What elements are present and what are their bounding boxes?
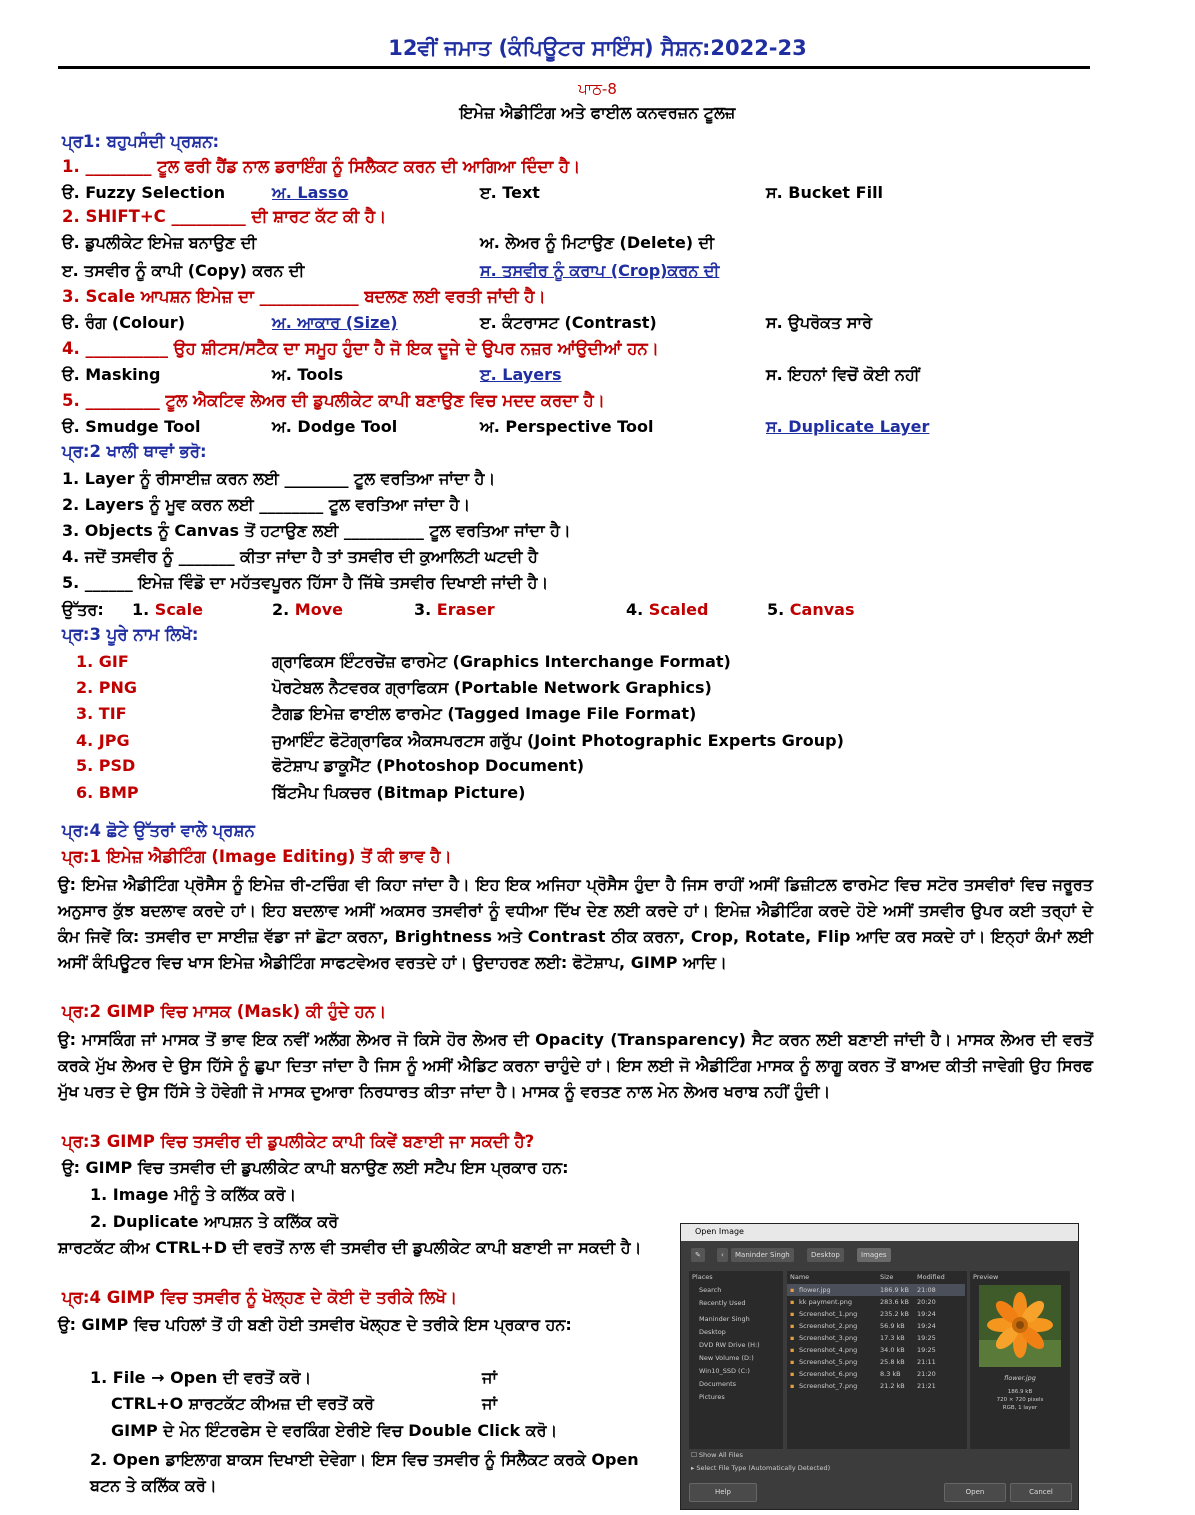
q1-heading: ਪ੍ਰ1: ਬਹੁਪਸੰਦੀ ਪ੍ਰਸ਼ਨ: [62,132,220,151]
mcq-option: ੲ. Text [480,183,540,202]
answer-item: 1. Scale [132,600,203,619]
file-type-expander[interactable]: ▸ Select File Type (Automatically Detected) [691,1464,831,1472]
preview-info: 720 × 720 pixels [996,1397,1044,1403]
full-name: ਟੈਗਡ ਇਮੇਜ਼ ਫਾਈਲ ਫਾਰਮੇਟ (Tagged Image File Format) [272,704,697,723]
dialog-title: Open Image [695,1227,744,1236]
method-item: 1. File → Open ਦੀ ਵਰਤੋਂ ਕਰੋ। [90,1368,312,1387]
short-question: ਪ੍ਰ:3 GIMP ਵਿਚ ਤਸਵੀਰ ਦੀ ਡੁਪਲੀਕੇਟ ਕਾਪੀ ਕਿਵੇਂ ਬਣਾਈ ਜਾ ਸਕਦੀ ਹੈ? [62,1132,535,1151]
help-button[interactable]: Help [689,1483,757,1502]
preview-info: RGB, 1 layer [1002,1405,1038,1411]
file-icon: ▪ [790,1286,795,1294]
preview-info: 186.9 kB [1007,1389,1033,1395]
mcq-option: ਸ. ਇਹਨਾਂ ਵਿਚੋਂ ਕੋਈ ਨਹੀਂ [766,365,920,384]
answer-item: 2. Move [272,600,343,619]
mcq-option: ੲ. ਤਸਵੀਰ ਨੂੰ ਕਾਪੀ (Copy) ਕਰਨ ਦੀ [62,261,305,280]
step-item: 1. Image ਮੀਨੂੰ ਤੇ ਕਲਿੱਕ ਕਰੋ। [90,1185,297,1204]
mcq-question: 3. Scale ਆਪਸ਼ਨ ਇਮੇਜ਼ ਦਾ ____________ ਬਦਲਣ ਲਈ ਵਰਤੀ ਜਾਂਦੀ ਹੈ। [62,287,546,306]
mcq-option: ੳ. Masking [62,365,161,384]
edit-location-icon[interactable]: ✎ [691,1248,705,1262]
flower-preview-image [979,1285,1061,1367]
file-row[interactable]: ▪ Screenshot_4.png 34.0 kB 19:25 [790,1346,936,1354]
file-row[interactable]: ▪ flower.jpg 186.9 kB 21:08 [787,1284,965,1296]
mcq-question: 1. ________ ਟੂਲ ਫਰੀ ਹੈਂਡ ਨਾਲ ਡਰਾਇੰਗ ਨੂੰ ਸਿਲੈਕਟ ਕਰਨ ਦੀ ਆਗਿਆ ਦਿੰਦਾ ਹੈ। [62,157,581,176]
back-arrow-icon[interactable]: ‹ [717,1248,728,1262]
mcq-question: 5. _________ ਟੂਲ ਐਕਟਿਵ ਲੇਅਰ ਦੀ ਡੁਪਲੀਕੇਟ ਕਾਪੀ ਬਣਾਉਣ ਵਿਚ ਮਦਦ ਕਰਦਾ ਹੈ। [62,391,605,410]
mcq-option: ੳ. Smudge Tool [62,417,201,436]
mcq-option: ੳ. Fuzzy Selection [62,183,226,202]
abbreviation: 1. GIF [76,652,129,671]
breadcrumb-item[interactable]: Images [857,1248,891,1262]
dialog-titlebar [681,1224,1078,1241]
mcq-option: ਸ. ਉਪਰੋਕਤ ਸਾਰੇ [766,313,872,332]
short-answer: ਉ: ਮਾਸਕਿੰਗ ਜਾਂ ਮਾਸਕ ਤੋਂ ਭਾਵ ਇਕ ਨਵੀਂ ਅਲੱਗ ਲੇਅਰ ਜੋ ਕਿਸੇ ਹੋਰ ਲੇਅਰ ਦੀ Opacity (Transparency) ਸੈਟ ਕਰਨ ਲਈ ਬਣਾਈ ਜਾਂਦੀ ਹੈ। ਮਾਸਕ ਲੇਅਰ ਦੀ ਵਰਤੋਂ ਕਰਕੇ ਮੁੱਖ ਲੇਅਰ ਦੇ ਉਸ ਹਿੱਸੇ ਨੂੰ ਛੁਪਾ ਦਿਤਾ ਜਾਂਦਾ ਹੈ ਜਿਸ ਨੂੰ ਅਸੀਂ ਐਡਿਟ ਕਰਨਾ ਚਾਹੁੰਦੇ ਹਾਂ। ਇਸ ਲਈ ਜੋ ਐਡੀਟਿੰਗ ਮਾਸਕ ਨੂੰ ਲਾਗੂ ਕਰਨ ਤੋਂ ਬਾਅਦ ਕੀਤੀ ਜਾਵੇਗੀ ਉਹ ਸਿਰਫ ਮੁੱਖ ਪਰਤ ਦੇ ਉਸ ਹਿੱਸੇ ਤੇ ਹੋਵੇਗੀ ਜੋ ਮਾਸਕ ਦੁਆਰਾ ਨਿਰਧਾਰਤ ਕੀਤਾ ਜਾਂਦਾ ਹੈ। ਮਾਸਕ ਨੂੰ ਵਰਤਣ ਨਾਲ ਮੇਨ ਲੇਅਰ ਖਰਾਬ ਨਹੀਂ ਹੁੰਦੀ। [58,1030,1093,1101]
place-item[interactable]: Documents [699,1380,737,1388]
lesson-number: ਪਾਠ-8 [578,80,617,98]
mcq-correct-option: ਅ. Lasso [272,183,349,202]
full-name: ਬਿੱਟਮੈਪ ਪਿਕਚਰ (Bitmap Picture) [272,783,526,802]
full-name: ਪੋਰਟੇਬਲ ਨੈਟਵਰਕ ਗ੍ਰਾਫਿਕਸ (Portable Network Graphics) [272,678,712,697]
answer-item: 3. Eraser [414,600,495,619]
mcq-question: 4. __________ ਉਹ ਸ਼ੀਟਸ/ਸਟੈਕ ਦਾ ਸਮੂਹ ਹੁੰਦਾ ਹੈ ਜੋ ਇਕ ਦੂਜੇ ਦੇ ਉਪਰ ਨਜ਼ਰ ਆਂਉਦੀਆਂ ਹਨ। [62,339,659,358]
short-question: ਪ੍ਰ:1 ਇਮੇਜ਼ ਐਡੀਟਿੰਗ (Image Editing) ਤੋਂ ਕੀ ਭਾਵ ਹੈ। [62,847,452,866]
abbreviation: 2. PNG [76,678,138,697]
method-item: CTRL+O ਸ਼ਾਰਟਕੱਟ ਕੀਅਜ਼ ਦੀ ਵਰਤੋਂ ਕਰੋ [111,1394,374,1413]
file-row[interactable]: ▪ Screenshot_6.png 8.3 kB 21:20 [790,1370,936,1378]
breadcrumb-item[interactable]: Desktop [807,1248,844,1262]
blank-question: 5. ______ ਇਮੇਜ਼ ਵਿੰਡੋ ਦਾ ਮਹੱਤਵਪੂਰਨ ਹਿੱਸਾ ਹੈ ਜਿੱਥੇ ਤਸਵੀਰ ਦਿਖਾਈ ਜਾਂਦੀ ਹੈ। [62,573,549,592]
mcq-option: ੲ. ਕੰਟਰਾਸਟ (Contrast) [480,313,657,332]
file-row[interactable]: ▪ Screenshot_2.png 56.9 kB 19:24 [790,1322,936,1330]
short-question: ਪ੍ਰ:2 GIMP ਵਿਚ ਮਾਸਕ (Mask) ਕੀ ਹੁੰਦੇ ਹਨ। [62,1002,387,1021]
place-item[interactable]: New Volume (D:) [699,1354,754,1362]
short-answer: ਉ: GIMP ਵਿਚ ਪਹਿਲਾਂ ਤੋਂ ਹੀ ਬਣੀ ਹੋਈ ਤਸਵੀਰ ਖੋਲ੍ਹਣ ਦੇ ਤਰੀਕੇ ਇਸ ਪ੍ਰਕਾਰ ਹਨ: [58,1315,572,1334]
abbreviation: 5. PSD [76,756,136,775]
place-item[interactable]: Maninder Singh [699,1315,750,1323]
method-item: GIMP ਦੇ ਮੇਨ ਇੰਟਰਫੇਸ ਦੇ ਵਰਕਿੰਗ ਏਰੀਏ ਵਿਚ Double Click ਕਰੋ। [111,1421,558,1440]
place-item[interactable]: Search [699,1286,722,1294]
file-icon: ▪ [790,1310,795,1318]
file-list-pane [787,1271,967,1449]
file-row[interactable]: ▪ kk payment.png 283.6 kB 20:20 [790,1298,936,1306]
open-image-dialog [680,1223,1079,1510]
place-item[interactable]: Win10_SSD (C:) [699,1367,750,1375]
short-question: ਪ੍ਰ:4 GIMP ਵਿਚ ਤਸਵੀਰ ਨੂੰ ਖੋਲ੍ਹਣ ਦੇ ਕੋਈ ਦੋ ਤਰੀਕੇ ਲਿਖੋ। [62,1288,458,1307]
preview-filename: flower.jpg [1004,1374,1036,1382]
preview-header: Preview [973,1273,999,1281]
file-icon: ▪ [790,1358,795,1366]
mcq-correct-option: ਸ. ਤਸਵੀਰ ਨੂੰ ਕਰਾਪ (Crop)ਕਰਨ ਦੀ [480,261,720,280]
file-icon: ▪ [790,1298,795,1306]
or-label: ਜਾਂ [482,1394,497,1413]
full-name: ਜੁਆਇੰਟ ਫੋਟੋਗ੍ਰਾਫਿਕ ਐਕਸਪਰਟਸ ਗਰੁੱਪ (Joint Photographic Experts Group) [272,731,844,750]
place-item[interactable]: DVD RW Drive (H:) [699,1341,760,1349]
file-row[interactable]: ▪ Screenshot_5.png 25.8 kB 21:11 [790,1358,936,1366]
open-button[interactable]: Open [944,1483,1006,1502]
method-item: 2. Open ਡਾਇਲਾਗ ਬਾਕਸ ਦਿਖਾਈ ਦੇਵੇਗਾ। ਇਸ ਵਿਚ ਤਸਵੀਰ ਨੂੰ ਸਿਲੈਕਟ ਕਰਕੇ Open ਬਟਨ ਤੇ ਕਲਿੱਕ ਕਰੋ। [90,1450,639,1495]
answer-label: ਉੱਤਰ: [62,600,104,619]
mcq-option: ੳ. ਰੰਗ (Colour) [62,313,186,332]
column-header[interactable]: Name [790,1273,810,1281]
step-item: 2. Duplicate ਆਪਸ਼ਨ ਤੇ ਕਲਿੱਕ ਕਰੋ [90,1212,339,1231]
column-header[interactable]: Size [880,1273,894,1281]
mcq-option: ਅ. Dodge Tool [272,417,398,436]
mcq-correct-option: ੲ. Layers [480,365,562,384]
abbreviation: 4. JPG [76,731,130,750]
short-answer: ਉ: GIMP ਵਿਚ ਤਸਵੀਰ ਦੀ ਡੁਪਲੀਕੇਟ ਕਾਪੀ ਬਨਾਉਣ ਲਈ ਸਟੈਪ ਇਸ ਪ੍ਰਕਾਰ ਹਨ: [62,1158,569,1177]
or-label: ਜਾਂ [482,1368,497,1387]
blank-question: 4. ਜਦੋਂ ਤਸਵੀਰ ਨੂੰ _______ ਕੀਤਾ ਜਾਂਦਾ ਹੈ ਤਾਂ ਤਸਵੀਰ ਦੀ ਕੁਆਲਿਟੀ ਘਟਦੀ ਹੈ [62,547,538,566]
breadcrumb-item[interactable]: Maninder Singh [731,1248,794,1262]
preview-pane [970,1271,1070,1449]
blank-question: 2. Layers ਨੂੰ ਮੂਵ ਕਰਨ ਲਈ ________ ਟੂਲ ਵਰਤਿਆ ਜਾਂਦਾ ਹੈ। [62,495,471,514]
file-row[interactable]: ▪ Screenshot_7.png 21.2 kB 21:21 [790,1382,936,1390]
file-icon: ▪ [790,1322,795,1330]
abbreviation: 6. BMP [76,783,139,802]
mcq-option: ਅ. ਲੇਅਰ ਨੂੰ ਮਿਟਾਉਣ (Delete) ਦੀ [480,233,715,252]
places-pane [689,1271,783,1449]
abbreviation: 3. TIF [76,704,127,723]
title-rule [58,66,1090,69]
mcq-correct-option: ਅ. ਆਕਾਰ (Size) [272,313,398,332]
blank-question: 1. Layer ਨੂੰ ਰੀਸਾਈਜ਼ ਕਰਨ ਲਈ ________ ਟੂਲ ਵਰਤਿਆ ਜਾਂਦਾ ਹੈ। [62,469,496,488]
short-answer: ਉ: ਇਮੇਜ਼ ਐਡੀਟਿੰਗ ਪ੍ਰੋਸੈਸ ਨੂੰ ਇਮੇਜ਼ ਰੀ-ਟਚਿੰਗ ਵੀ ਕਿਹਾ ਜਾਂਦਾ ਹੈ। ਇਹ ਇਕ ਅਜਿਹਾ ਪ੍ਰੋਸੈਸ ਹੁੰਦਾ ਹੈ ਜਿਸ ਰਾਹੀਂ ਅਸੀਂ ਡਿਜ਼ੀਟਲ ਫਾਰਮੇਟ ਵਿਚ ਸਟੋਰ ਤਸਵੀਰਾਂ ਵਿਚ ਜਰੂਰਤ ਅਨੁਸਾਰ ਕੁੱਝ ਬਦਲਾਵ ਕਰਦੇ ਹਾਂ। ਇਹ ਬਦਲਾਵ ਅਸੀਂ ਅਕਸਰ ਤਸਵੀਰਾਂ ਨੂੰ ਵਧੀਆ ਦਿੱਖ ਦੇਣ ਲਈ ਕਰਦੇ ਹਾਂ। ਇਮੇਜ਼ ਐਡੀਟਿੰਗ ਕਰਦੇ ਹੋਏ ਅਸੀਂ ਤਸਵੀਰ ਉਪਰ ਕਈ ਤਰ੍ਹਾਂ ਦੇ ਕੰਮ ਜਿਵੇਂ ਕਿ: ਤਸਵੀਰ ਦਾ ਸਾਈਜ਼ ਵੱਡਾ ਜਾਂ ਛੋਟਾ ਕਰਨਾ, Brightness ਅਤੇ Contrast ਠੀਕ ਕਰਨਾ, Crop, Rotate, Flip ਆਦਿ ਕਰ ਸਕਦੇ ਹਾਂ। ਇਨ੍ਹਾਂ ਕੰਮਾਂ ਲਈ ਅਸੀਂ ਕੰਪਿਊਟਰ ਵਿਚ ਖਾਸ ਇਮੇਜ਼ ਐਡੀਟਿੰਗ ਸਾਫਟਵੇਅਰ ਵਰਤਦੇ ਹਾਂ। ਉਦਾਹਰਣ ਲਈ: ਫੋਟੋਸ਼ਾਪ, GIMP ਆਦਿ। [58,875,1093,972]
q2-heading: ਪ੍ਰ:2 ਖਾਲੀ ਥਾਵਾਂ ਭਰੋ: [62,442,207,461]
place-item[interactable]: Recently Used [699,1299,746,1307]
mcq-question: 2. SHIFT+C _________ ਦੀ ਸ਼ਾਰਟ ਕੱਟ ਕੀ ਹੈ। [62,207,387,226]
cancel-button[interactable]: Cancel [1010,1483,1072,1502]
shortcut-note: ਸ਼ਾਰਟਕੱਟ ਕੀਅ CTRL+D ਦੀ ਵਰਤੋਂ ਨਾਲ ਵੀ ਤਸਵੀਰ ਦੀ ਡੁਪਲੀਕੇਟ ਕਾਪੀ ਬਣਾਈ ਜਾ ਸਕਦੀ ਹੈ। [58,1238,642,1257]
file-icon: ▪ [790,1346,795,1354]
mcq-option: ਅ. Tools [272,365,344,384]
document-title: 12ਵੀਂ ਜਮਾਤ (ਕੰਪਿਊਟਰ ਸਾਇੰਸ) ਸੈਸ਼ਨ:2022-23 [388,36,807,60]
full-name: ਗ੍ਰਾਫਿਕਸ ਇੰਟਰਚੇਂਜ਼ ਫਾਰਮੇਟ (Graphics Interchange Format) [272,652,731,671]
mcq-option: ਅ. Perspective Tool [480,417,654,436]
answer-item: 4. Scaled [626,600,709,619]
q3-heading: ਪ੍ਰ:3 ਪੂਰੇ ਨਾਮ ਲਿਖੋ: [62,625,199,644]
answer-item: 5. Canvas [767,600,855,619]
file-icon: ▪ [790,1334,795,1342]
places-header: Places [692,1273,713,1281]
mcq-option: ਸ. Bucket Fill [766,183,884,202]
mcq-correct-option: ਸ. Duplicate Layer [766,417,930,436]
file-row[interactable]: ▪ Screenshot_1.png 235.2 kB 19:24 [790,1310,936,1318]
full-name: ਫੋਟੋਸ਼ਾਪ ਡਾਕੂਮੈਂਟ (Photoshop Document) [272,756,585,775]
place-item[interactable]: Pictures [699,1393,725,1401]
file-icon: ▪ [790,1370,795,1378]
file-row[interactable]: ▪ Screenshot_3.png 17.3 kB 19:25 [790,1334,936,1342]
place-item[interactable]: Desktop [699,1328,726,1336]
show-all-checkbox[interactable]: ☐ Show All Files [691,1451,743,1459]
column-header[interactable]: Modified [917,1273,945,1281]
blank-question: 3. Objects ਨੂੰ Canvas ਤੋਂ ਹਟਾਉਣ ਲਈ __________ ਟੂਲ ਵਰਤਿਆ ਜਾਂਦਾ ਹੈ। [62,521,571,540]
file-icon: ▪ [790,1382,795,1390]
q4-heading: ਪ੍ਰ:4 ਛੋਟੇ ਉੱਤਰਾਂ ਵਾਲੇ ਪ੍ਰਸ਼ਨ [62,821,255,840]
lesson-title: ਇਮੇਜ਼ ਐਡੀਟਿੰਗ ਅਤੇ ਫਾਈਲ ਕਨਵਰਜ਼ਨ ਟੂਲਜ਼ [459,103,736,122]
mcq-option: ੳ. ਡੁਪਲੀਕੇਟ ਇਮੇਜ਼ ਬਨਾਉਣ ਦੀ [62,233,257,252]
